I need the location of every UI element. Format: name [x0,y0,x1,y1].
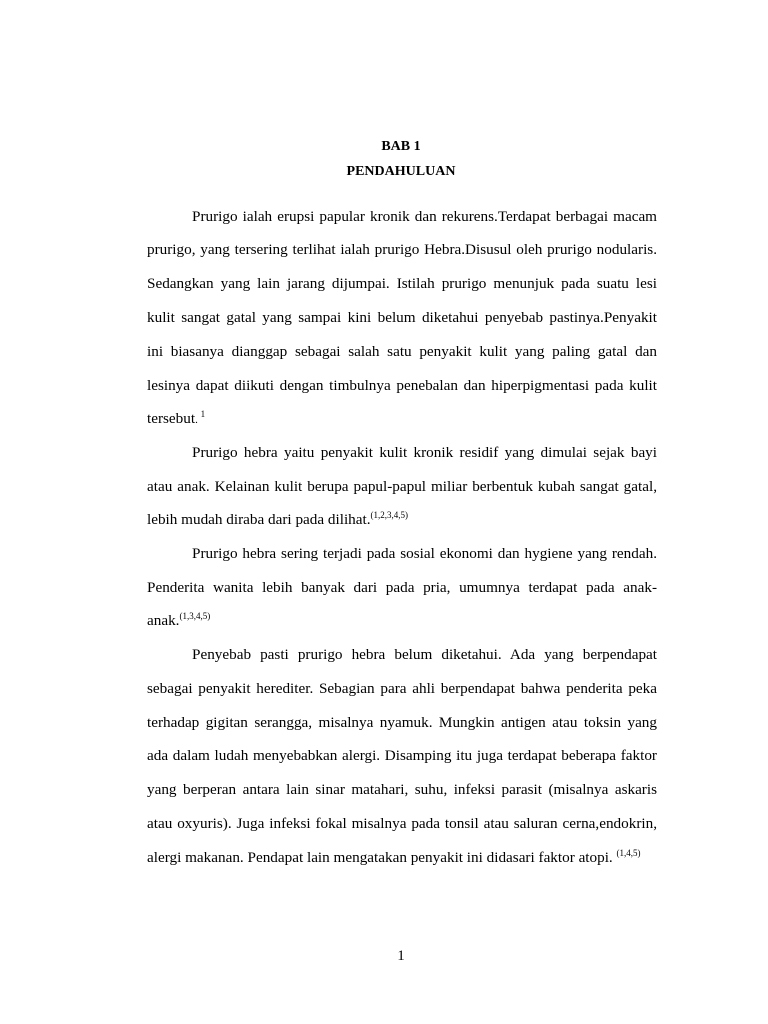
citation: 1 [200,409,206,419]
page-number: 1 [397,948,405,964]
paragraph-line: Sedangkan yang lain jarang dijumpai. Istilah prurigo menunjuk pada suatu lesi [147,275,657,292]
paragraph-text: anak. [147,612,180,629]
paragraph-line: atau anak. Kelainan kulit berupa papul-papul miliar berbentuk kubah sangat gatal, [147,478,657,495]
paragraph-line: terhadap gigitan serangga, misalnya nyamuk. Mungkin antigen atau toksin yang [147,714,657,731]
paragraph-last-line [147,511,657,529]
paragraph-last-line [147,410,657,429]
citation: (1,2,3,4,5) [370,510,409,520]
paragraph-text: lebih mudah diraba dari pada dilihat. [147,511,371,528]
paragraph-line: Penyebab pasti prurigo hebra belum diketahui. Ada yang berpendapat [192,646,657,663]
chapter-title: PENDAHULUAN [346,164,456,179]
paragraph-line: lesinya dapat diikuti dengan timbulnya penebalan dan hiperpigmentasi pada kulit [147,377,657,394]
citation: (1,3,4,5) [179,611,211,621]
paragraph-line: Prurigo hebra sering terjadi pada sosial ekonomi dan hygiene yang rendah. [192,545,657,562]
paragraph-last-line [147,612,657,630]
paragraph-last-line [147,849,657,867]
paragraph-text: alergi makanan. Pendapat lain mengatakan penyakit ini didasari faktor atopi. [147,849,617,866]
paragraph-line: Penderita wanita lebih banyak dari pada pria, umumnya terdapat pada anak- [147,579,657,596]
chapter-label: BAB 1 [381,139,421,154]
paragraph-line: atau oxyuris). Juga infeksi fokal misalnya pada tonsil atau saluran cerna,endokrin, [147,815,657,832]
end-mark: . [195,414,201,426]
citation: (1,4,5) [616,848,641,858]
paragraph-line: kulit sangat gatal yang sampai kini belum diketahui penyebab pastinya.Penyakit [147,309,657,326]
paragraph-line: prurigo, yang tersering terlihat ialah prurigo Hebra.Disusul oleh prurigo nodularis. [147,241,657,258]
paragraph-text: tersebut [147,410,196,427]
paragraph-line: sebagai penyakit herediter. Sebagian para ahli berpendapat bahwa penderita peka [147,680,657,697]
paragraph-line: Prurigo ialah erupsi papular kronik dan rekurens.Terdapat berbagai macam [192,208,657,225]
paragraph-line: ini biasanya dianggap sebagai salah satu penyakit kulit yang paling gatal dan [147,343,657,360]
paragraph-line: Prurigo hebra yaitu penyakit kulit kronik residif yang dimulai sejak bayi [192,444,657,461]
paragraph-line: ada dalam ludah menyebabkan alergi. Disamping itu juga terdapat beberapa faktor [147,747,657,764]
paragraph-line: yang berperan antara lain sinar matahari, suhu, infeksi parasit (misalnya askaris [147,781,657,798]
